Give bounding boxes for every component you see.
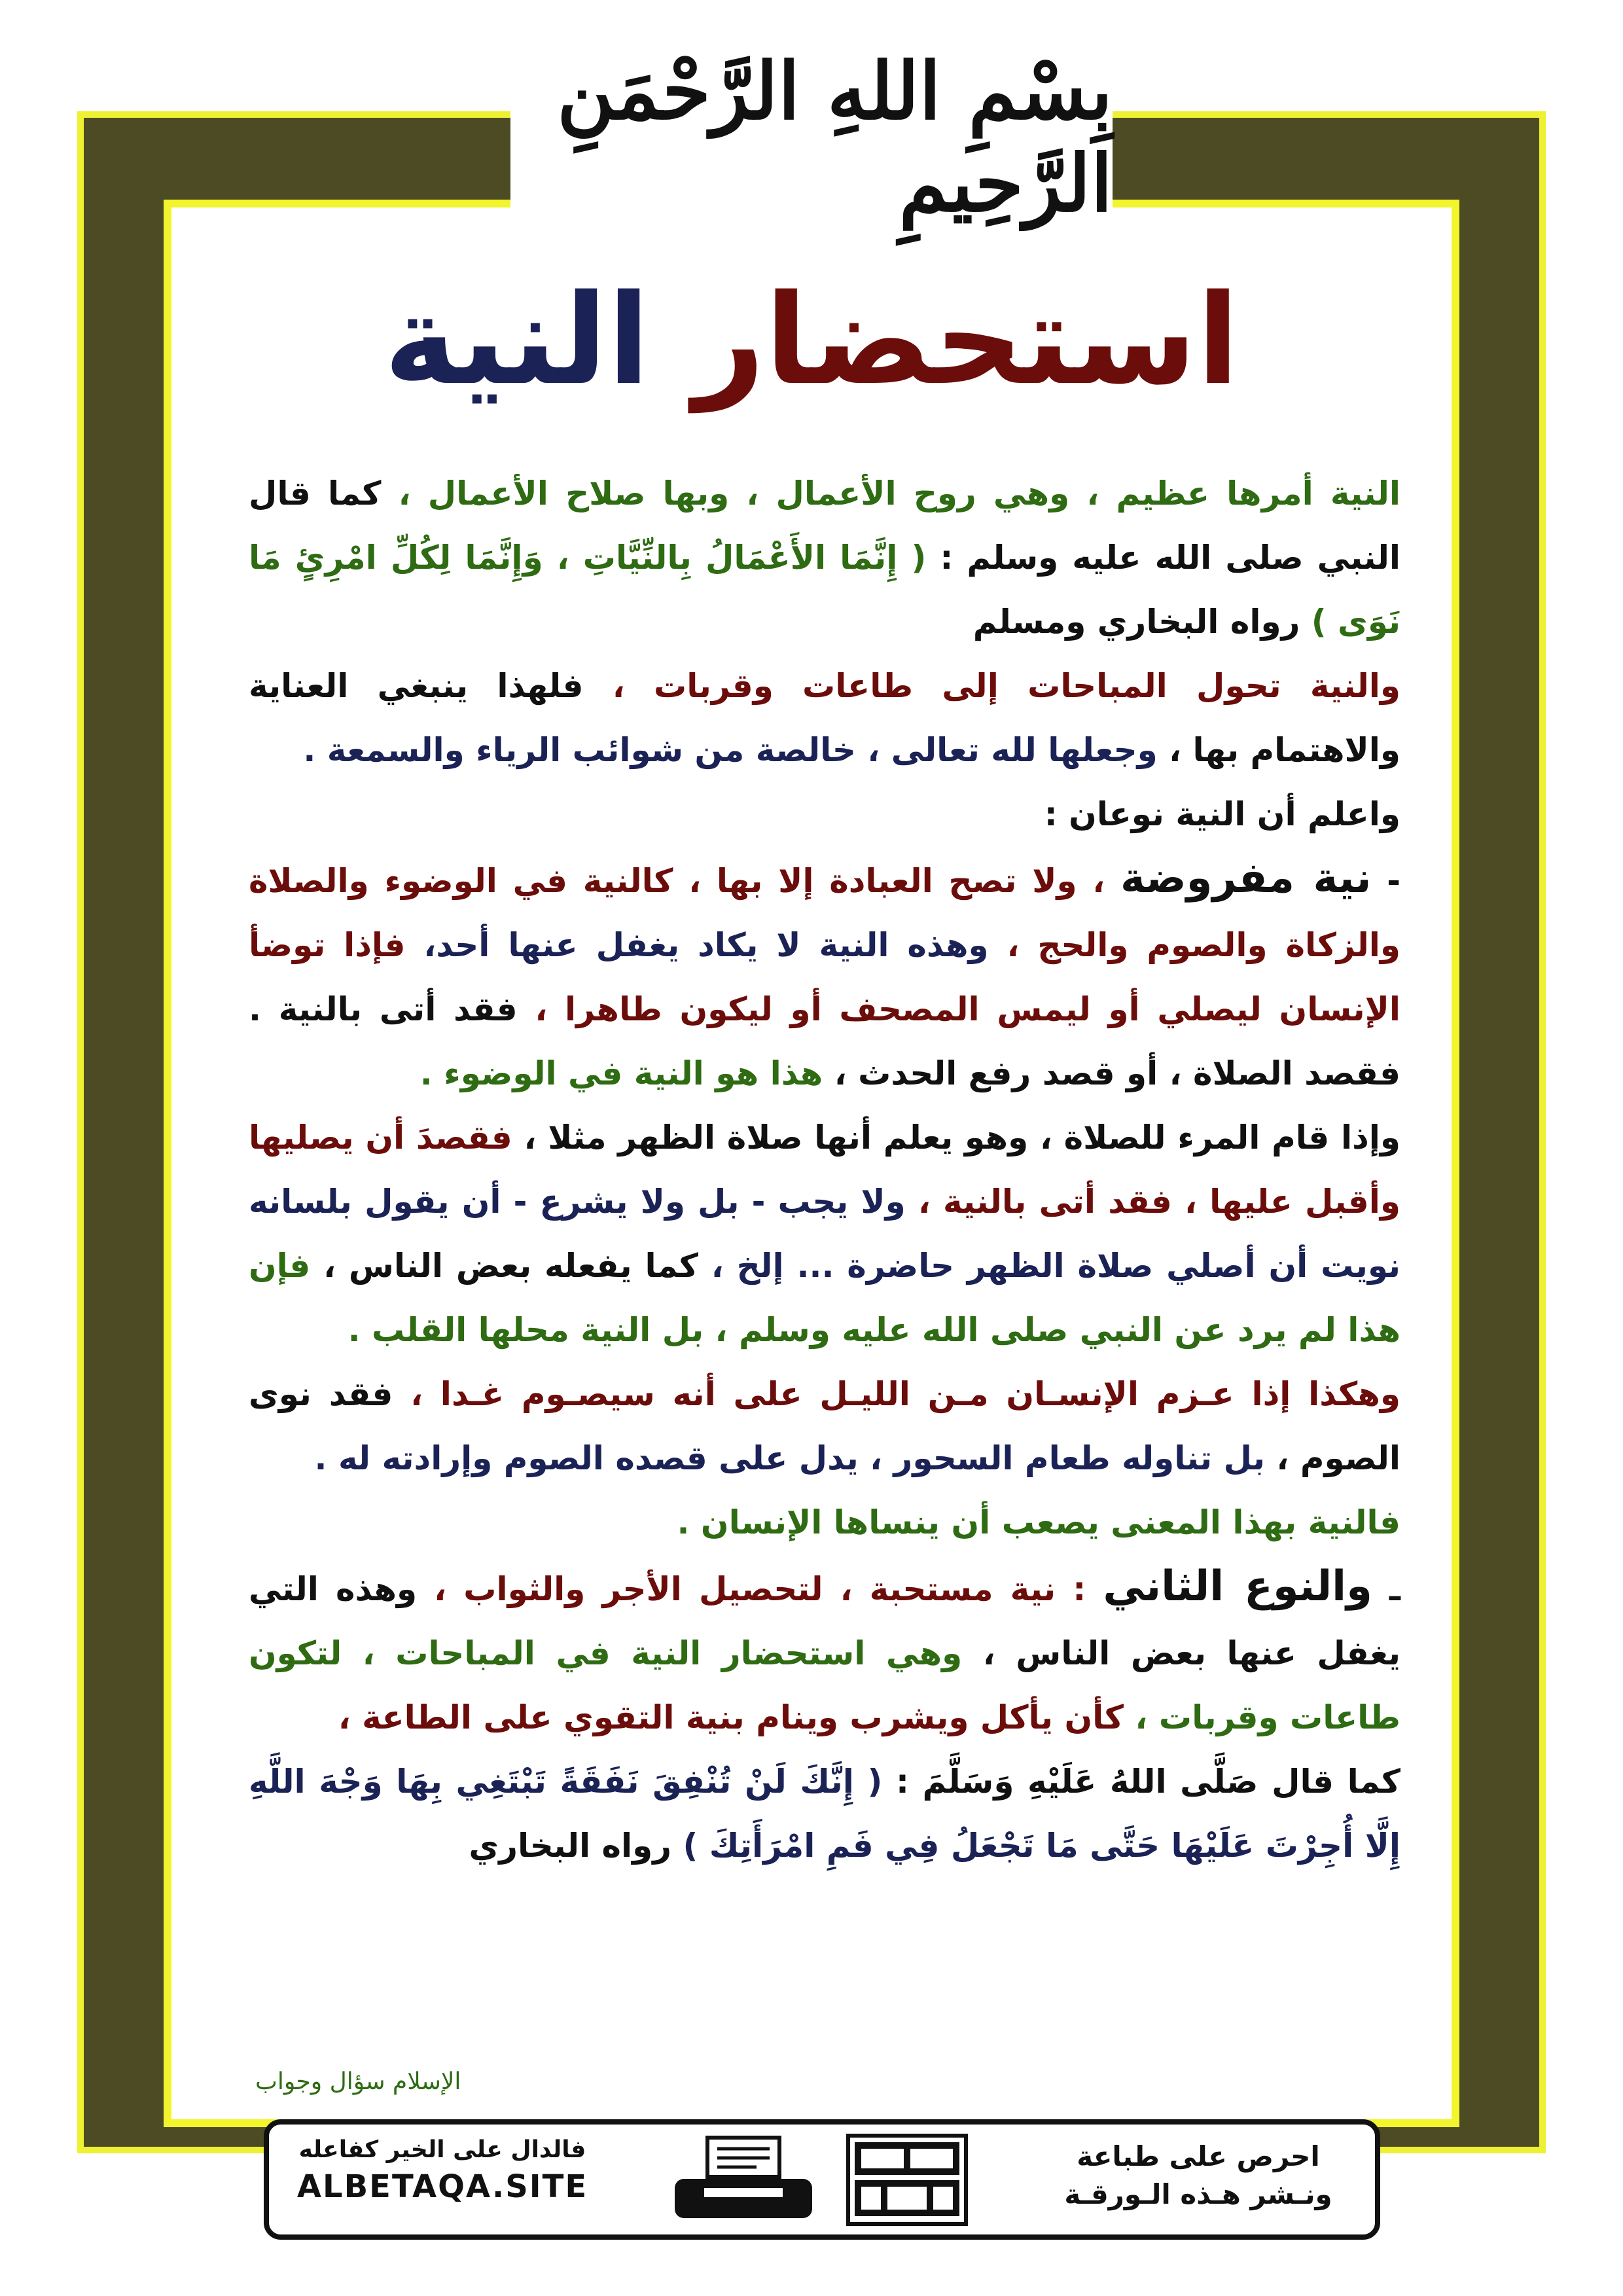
text-segment: بل تناوله طعام السحور ، يدل على قصده الصوم وإرادته له . bbox=[314, 1439, 1266, 1477]
footer-left bbox=[292, 2136, 593, 2205]
text-segment: والنوع الثاني bbox=[1103, 1562, 1372, 1611]
text-segment: نية مفروضة bbox=[1120, 854, 1372, 903]
paragraph bbox=[249, 1105, 1400, 1362]
text-segment: ـ bbox=[1372, 1570, 1401, 1608]
text-segment: وهكذا إذا عـزم الإنسـان مـن الليـل على أنه سيصـوم غـدا ، bbox=[393, 1375, 1400, 1413]
text-segment: وهذه النية لا يكاد يغفل عنها أحد، bbox=[405, 926, 989, 964]
paragraph bbox=[249, 1749, 1400, 1878]
text-segment: والنية تحول المباحات إلى طاعات وقربات ، bbox=[583, 667, 1400, 705]
text-segment: رواه البخاري ومسلم bbox=[972, 603, 1300, 641]
text-segment: كما يفعله بعض الناس ، bbox=[310, 1247, 698, 1285]
text-segment: هذا هو النية في الوضوء . bbox=[419, 1054, 823, 1092]
basmala-header bbox=[510, 39, 1113, 236]
title-part-2: النية bbox=[383, 268, 651, 412]
footer-saying: فالدال على الخير كفاعله bbox=[298, 2136, 586, 2163]
text-segment: وجعلها لله تعالى ، خالصة من شوائب الرياء والسمعة . bbox=[303, 731, 1158, 769]
paragraph: واعلم أن النية نوعان : bbox=[1044, 795, 1400, 833]
page-title bbox=[171, 268, 1452, 412]
title-part-1: استحضار bbox=[693, 268, 1240, 412]
text-segment: رواه البخاري bbox=[469, 1827, 672, 1865]
text-segment: وهي استحضار النية في المباحات ، لتكون طاعات وقربات ، bbox=[249, 1634, 1400, 1736]
text-segment: فلهذا ينبغي العناية والاهتمام بها ، bbox=[249, 667, 1400, 769]
paragraph: فالنية بهذا المعنى يصعب أن ينساها الإنسان . bbox=[677, 1503, 1400, 1541]
text-segment: فقد نوى الصوم ، bbox=[249, 1375, 1400, 1477]
source-credit: الإسلام سؤال وجواب bbox=[255, 2068, 461, 2095]
text-segment: وهذه التي يغفل عنها بعض الناس ، bbox=[249, 1570, 1400, 1672]
daawat-alwaraqa-logo bbox=[845, 2132, 969, 2227]
text-segment: فإن هذا لم يرد عن النبي صلى الله عليه وسلم ، بل النية محلها القلب . bbox=[249, 1247, 1400, 1349]
text-segment: ولا يجب - بل ولا يشرع - أن يقول بلسانه نويت أن أصلي صلاة الظهر حاضرة ... إلخ ، bbox=[249, 1183, 1401, 1285]
paragraph bbox=[249, 461, 1400, 654]
footer-right bbox=[1048, 2138, 1349, 2214]
text-segment: كما قال صَلَّى اللهُ عَلَيْهِ وَسَلَّمَ : bbox=[882, 1763, 1400, 1801]
basmala-calligraphy: بِسْمِ اللهِ الرَّحْمَنِ الرَّحِيمِ bbox=[557, 45, 1113, 230]
text-segment: فقد أتى بالنية . فقصد الصلاة ، أو قصد رفع الحدث ، bbox=[249, 990, 1400, 1092]
text-segment: ( إِنَّمَا الأَعْمَالُ بِالنِّيَّاتِ ، وَإِنَّمَا لِكُلِّ امْرِئٍ مَا نَوَى ) bbox=[249, 539, 1400, 641]
article-body bbox=[249, 461, 1400, 1878]
paragraph bbox=[249, 846, 1400, 1105]
text-segment: ( إِنَّكَ لَنْ تُنْفِقَ نَفَقَةً تَبْتَغِي بِهَا وَجْهَ اللَّهِ إِلَّا أُجِرْتَ عَلَيْهَا حَتَّى مَا تَجْعَلُ فِي فَمِ امْرَأَتِكَ ) bbox=[249, 1763, 1400, 1865]
text-segment: فإذا توضأ الإنسان ليصلي أو ليمس المصحف أو ليكون طاهرا ، bbox=[249, 926, 1400, 1028]
text-segment: فقصدَ أن يصليها وأقبل عليها ، فقد أتى بالنية ، bbox=[249, 1119, 1400, 1221]
footer-share-prompt: ونـشر هـذه الـورقـة bbox=[1064, 2178, 1332, 2210]
text-segment: وإذا قام المرء للصلاة ، وهو يعلم أنها صلاة الظهر مثلا ، bbox=[512, 1119, 1400, 1157]
text-segment: ، ولا تصح العبادة إلا بها ، كالنية في الوضوء والصلاة والزكاة والصوم والحج ، bbox=[249, 862, 1400, 964]
paragraph bbox=[249, 1362, 1400, 1490]
paragraph bbox=[249, 1554, 1400, 1749]
text-segment: كما قال النبي صلى الله عليه وسلم : bbox=[249, 475, 1400, 577]
text-segment: النية أمرها عظيم ، وهي روح الأعمال ، وبها صلاح الأعمال ، bbox=[381, 475, 1400, 512]
footer-banner bbox=[264, 2119, 1380, 2240]
text-segment: - bbox=[1371, 862, 1400, 900]
printer-icon bbox=[668, 2134, 819, 2226]
footer-website[interactable]: ALBETAQA.SITE bbox=[296, 2168, 588, 2205]
footer-print-prompt: احرص على طباعة bbox=[1077, 2140, 1320, 2172]
paragraph bbox=[249, 654, 1400, 782]
text-segment: كأن يأكل ويشرب وينام بنية التقوي على الطاعة ، bbox=[338, 1698, 1124, 1736]
text-segment: : نية مستحبة ، لتحصيل الأجر والثواب ، bbox=[417, 1570, 1103, 1608]
